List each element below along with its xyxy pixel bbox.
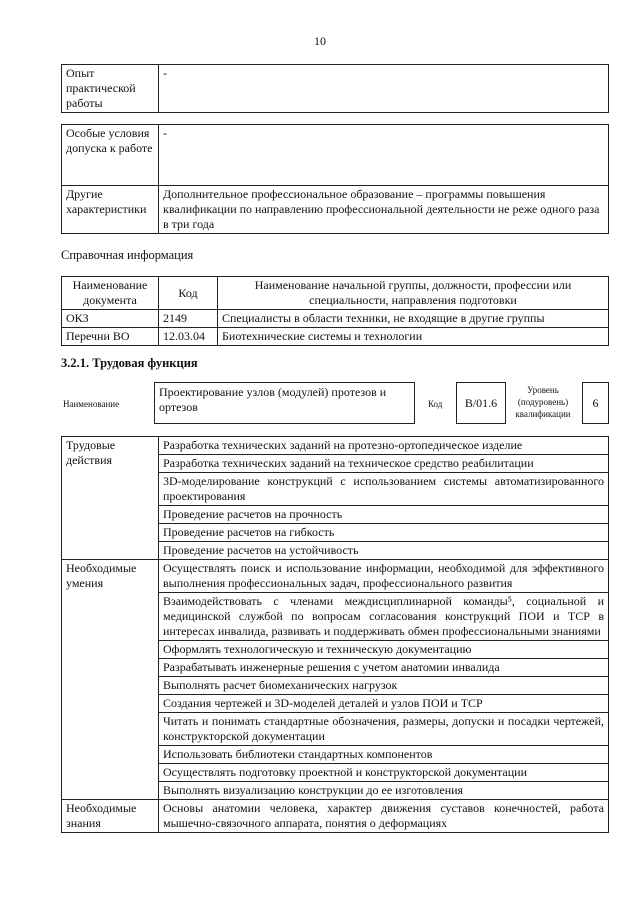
section-item: Осуществлять подготовку проектной и конструкторской документации [159, 764, 609, 782]
table-row [62, 65, 609, 113]
cell-code: 12.03.04 [159, 328, 218, 346]
header-document: Наименование документа [62, 277, 159, 310]
cell-document: Перечни ВО [62, 328, 159, 346]
level-value-box: 6 [582, 382, 609, 424]
header-code: Код [159, 277, 218, 310]
cell-code: 2149 [159, 310, 218, 328]
conditions-table [61, 124, 609, 234]
experience-label: Опыт практической работы [62, 65, 159, 113]
function-heading: 3.2.1. Трудовая функция [61, 356, 198, 370]
section-item: Оформлять технологическую и техническую документацию [159, 641, 609, 659]
table-row [62, 437, 609, 455]
section-label: Необходимые умения [62, 560, 159, 800]
reference-heading: Справочная информация [61, 248, 194, 262]
table-row [62, 310, 609, 328]
table-row [62, 800, 609, 833]
function-name-box: Проектирование узлов (модулей) протезов и ортезов [154, 382, 415, 424]
level-label: Уровень (подуровень) квалификации [515, 385, 571, 419]
section-label: Трудовые действия [62, 437, 159, 560]
header-name: Наименование начальной группы, должности, профессии или специальности, направления подготовки [218, 277, 609, 310]
characteristics-label: Другие характеристики [62, 186, 159, 234]
section-item: Создания чертежей и 3D-моделей деталей и узлов ПОИ и ТСР [159, 695, 609, 713]
section-label: Необходимые знания [62, 800, 159, 833]
section-item: 3D-моделирование конструкций с использованием системы автоматизированного проектирования [159, 473, 609, 506]
section-item: Читать и понимать стандартные обозначения, размеры, допуски и посадки чертежей, конструкторской документации [159, 713, 609, 746]
conditions-label: Особые условия допуска к работе [62, 125, 159, 186]
cell-name: Специалисты в области техники, не входящие в другие группы [218, 310, 609, 328]
code-label: Код [428, 399, 443, 409]
section-item: Проведение расчетов на устойчивость [159, 542, 609, 560]
section-item: Основы анатомии человека, характер движения суставов конечностей, работа мышечно-связочного аппарата, понятия о деформациях [159, 800, 609, 833]
name-label: Наименование [63, 399, 120, 409]
characteristics-value: Дополнительное профессиональное образование – программы повышения квалификации по направлению профессиональной деятельности не реже одного раза в три года [159, 186, 609, 234]
section-item: Разработка технических заданий на протезно-ортопедическое изделие [159, 437, 609, 455]
table-row [62, 328, 609, 346]
cell-name: Биотехнические системы и технологии [218, 328, 609, 346]
section-item: Выполнять расчет биомеханических нагрузок [159, 677, 609, 695]
reference-table [61, 276, 609, 346]
section-item: Взаимодействовать с членами междисциплинарной команды⁵, социальной и медицинской службой по вопросам согласования конструкций ПОИ и ТСР в интересах инвалида, развивать и поддерживать обмен профессиональными знаниями [159, 593, 609, 641]
cell-document: ОКЗ [62, 310, 159, 328]
conditions-value: - [159, 125, 609, 186]
function-code-box: B/01.6 [456, 382, 506, 424]
table-header-row [62, 277, 609, 310]
function-table [61, 436, 609, 833]
table-row [62, 560, 609, 593]
page-number: 10 [314, 34, 326, 48]
experience-table [61, 64, 609, 113]
table-row [62, 125, 609, 186]
section-item: Использовать библиотеки стандартных компонентов [159, 746, 609, 764]
section-item: Проведение расчетов на гибкость [159, 524, 609, 542]
section-item: Осуществлять поиск и использование информации, необходимой для эффективного выполнения профессиональных задач, профессионального развития [159, 560, 609, 593]
section-item: Разработка технических заданий на техническое средство реабилитации [159, 455, 609, 473]
section-item: Выполнять визуализацию конструкции до ее изготовления [159, 782, 609, 800]
section-item: Разрабатывать инженерные решения с учетом анатомии инвалида [159, 659, 609, 677]
section-item: Проведение расчетов на прочность [159, 506, 609, 524]
experience-value: - [159, 65, 609, 113]
table-row [62, 186, 609, 234]
